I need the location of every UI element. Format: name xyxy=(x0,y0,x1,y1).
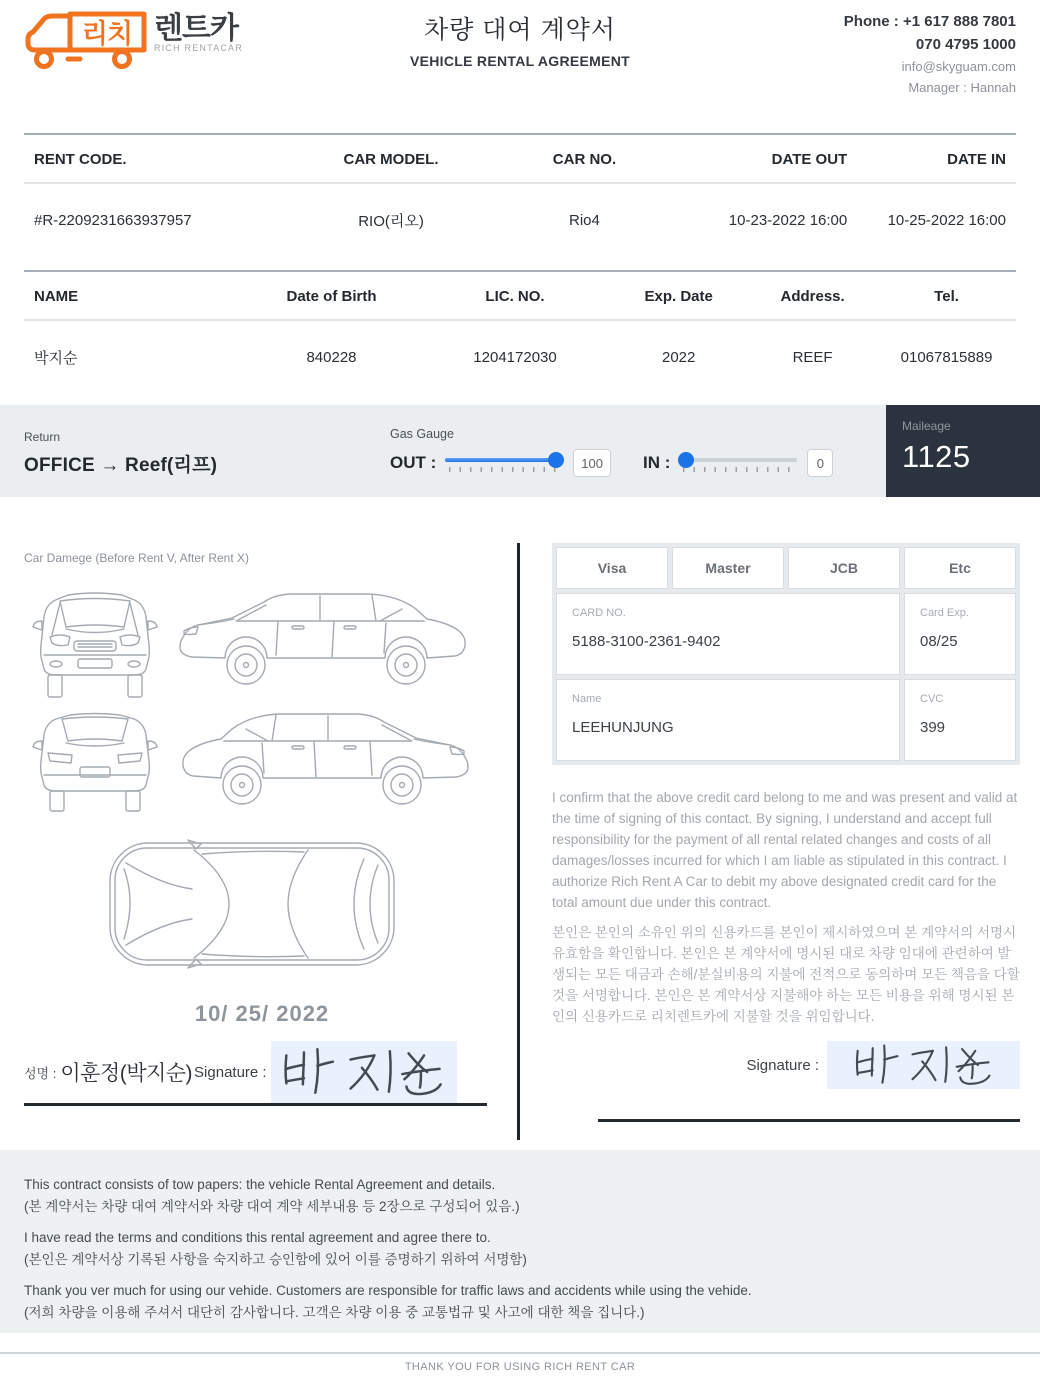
contact-info xyxy=(844,10,1016,98)
address-value: REEF xyxy=(792,349,833,366)
manager: Manager : Hannah xyxy=(908,80,1016,95)
signature-underline xyxy=(24,1103,487,1106)
footer-line: (본 계약서는 차량 대여 계약서와 차량 대여 계약 세부내용 등 2장으로 구성되어 있음.) xyxy=(24,1199,520,1214)
card-cvc-field[interactable] xyxy=(904,679,1016,761)
footer-line: (저희 차량을 이용해 주셔서 대단히 감사합니다. 고객은 차량 이용 중 교통법규 및 사고에 대한 책을 집니다.) xyxy=(24,1305,645,1320)
slider-track xyxy=(679,458,797,462)
signature-date: 10/ 25/ 2022 xyxy=(194,1001,330,1026)
mileage-value: 1125 xyxy=(902,439,971,474)
terms-footer xyxy=(0,1150,1040,1333)
email: info@skyguam.com xyxy=(901,59,1016,74)
tel-value: 01067815889 xyxy=(900,349,993,366)
signature-underline xyxy=(598,1119,1020,1122)
col-name: NAME xyxy=(24,271,242,320)
col-car-no: CAR NO. xyxy=(500,134,669,183)
card-exp-label: Card Exp. xyxy=(920,607,969,619)
card-name-field[interactable] xyxy=(556,679,900,761)
col-rent-code: RENT CODE. xyxy=(24,134,282,183)
card-number-value: 5188-3100-2361-9402 xyxy=(572,633,721,650)
card-exp-value: 08/25 xyxy=(920,633,958,650)
date-out-value: 10-23-2022 16:00 xyxy=(728,212,848,229)
car-damage-diagrams[interactable] xyxy=(24,565,500,993)
gauge-in-label: IN : xyxy=(642,453,671,472)
title-english: VEHICLE RENTAL AGREEMENT xyxy=(409,53,631,69)
exp-date-value: 2022 xyxy=(662,349,696,366)
col-dob: Date of Birth xyxy=(242,271,421,320)
card-name-value: LEEHUNJUNG xyxy=(572,719,674,736)
thank-you-note: THANK YOU FOR USING RICH RENT CAR xyxy=(404,1361,636,1373)
title-korean: 차량 대여 계약서 xyxy=(424,16,616,44)
gauge-out-label: OUT : xyxy=(390,453,437,472)
slider-track xyxy=(445,458,563,462)
truck-logo-icon xyxy=(24,10,156,72)
card-exp-field[interactable] xyxy=(904,593,1016,675)
footer-line: (본인은 계약서상 기록된 사항을 숙지하고 승인함에 있어 이를 증명하기 위하여 서명함) xyxy=(24,1252,527,1267)
name-label: 성명 : xyxy=(24,1065,57,1081)
date-in-value: 10-25-2022 16:00 xyxy=(887,212,1006,229)
signature-caption: Signature : xyxy=(746,1056,819,1074)
col-date-out: DATE OUT xyxy=(669,134,857,183)
phone-secondary: 070 4795 1000 xyxy=(915,36,1016,53)
card-type-etc[interactable]: Etc xyxy=(904,547,1016,589)
car-damage-label: Car Damege (Before Rent V, After Rent X) xyxy=(24,551,249,565)
signature-handwriting xyxy=(276,1045,452,1099)
logo-text-col xyxy=(154,10,243,53)
col-exp-date: Exp. Date xyxy=(609,271,748,320)
car-side-view-right-icon xyxy=(174,701,474,819)
signature-pad[interactable] xyxy=(271,1041,457,1103)
footer-line: Thank you ver much for using our vehide. Customers are responsible for traffic laws and accidents while using the vehide. xyxy=(24,1283,752,1298)
table-header-row xyxy=(24,271,1016,320)
rent-code-value: #R-2209231663937957 xyxy=(34,212,192,229)
mileage-box xyxy=(886,405,1040,497)
dob-value: 840228 xyxy=(306,349,357,366)
card-type-master[interactable]: Master xyxy=(672,547,784,589)
return-label: Return xyxy=(24,430,61,444)
logo-subtitle: RICH RENTACAR xyxy=(154,43,243,53)
table-row xyxy=(24,183,1016,261)
col-address: Address. xyxy=(748,271,877,320)
col-lic-no: LIC. NO. xyxy=(421,271,609,320)
logo-text-accent: 리치 xyxy=(81,18,133,49)
table-row xyxy=(24,320,1016,398)
customer-name: 이훈정(박지순) xyxy=(60,1062,193,1085)
signature-pad[interactable] xyxy=(827,1041,1020,1089)
agreement-text-korean: 본인은 본인의 소유인 위의 신용카드를 본인이 제시하였으며 본 계약서의 서명시 유효함을 확인합니다. 본인은 본 계약서에 명시된 대로 차량 임대에 관련하여 발생되는 모든 대금과 손해/분실비용의 지불에 전적으로 동의하며 모든 책음을 다할 것을 서명합니다. 본인은 본 계약서상 지불해야 하는 모든 비용을 위해 명시된 본인의 신용카드로 리치렌트카에 지불할 것을 위임합니다. xyxy=(552,925,1020,1024)
car-side-view-left-icon xyxy=(174,581,474,699)
customer-signature-row xyxy=(24,1041,500,1103)
col-car-model: CAR MODEL. xyxy=(282,134,500,183)
payment-column xyxy=(552,543,1020,1122)
slider-ticks xyxy=(449,467,559,472)
car-model-value: RIO(리오) xyxy=(358,213,424,230)
signature-handwriting xyxy=(840,1042,1008,1088)
col-date-in: DATE IN xyxy=(857,134,1016,183)
agreement-text-english: I confirm that the above credit card belong to me and was present and valid at the time of signing of this contact. By signing, I understand and accept full responsibility for the payment of all rental related changes and costs of all damages/losses incurred for which I am liable as stipulated in this contract. I authorize Rich Rent A Car to debit my above designated credit card for the total amount due under this contract. xyxy=(552,790,1018,910)
slider-thumb[interactable] xyxy=(548,452,564,468)
card-cvc-label: CVC xyxy=(920,693,944,705)
driver-info-table xyxy=(24,270,1016,398)
return-value: OFFICE → Reef(리프) xyxy=(24,455,218,476)
footer-line: I have read the terms and conditions this rental agreement and agree there to. xyxy=(24,1230,491,1245)
bottom-divider xyxy=(0,1352,1040,1354)
signature-caption: Signature : xyxy=(194,1063,267,1081)
gauge-out-value[interactable]: 100 xyxy=(573,449,611,477)
footer-line: This contract consists of tow papers: the vehicle Rental Agreement and details. xyxy=(24,1177,496,1192)
slider-thumb[interactable] xyxy=(678,452,694,468)
name-value: 박지순 xyxy=(34,350,78,367)
gas-gauge-label: Gas Gauge xyxy=(390,427,454,441)
gauge-out-slider[interactable] xyxy=(445,454,563,472)
table-header-row xyxy=(24,134,1016,183)
car-rear-view-icon xyxy=(30,705,160,815)
logo-text-rest: 렌트카 xyxy=(154,12,238,45)
gauge-in-slider[interactable] xyxy=(679,454,797,472)
car-no-value: Rio4 xyxy=(569,212,600,229)
phone-primary: Phone : +1 617 888 7801 xyxy=(843,13,1016,30)
brand-logo xyxy=(24,10,243,72)
return-section xyxy=(24,430,217,477)
column-divider xyxy=(517,543,520,1140)
slider-ticks xyxy=(683,467,793,472)
card-number-label: CARD NO. xyxy=(572,607,626,619)
holder-signature-row xyxy=(552,1041,1020,1089)
gauge-in-value[interactable]: 0 xyxy=(807,449,833,477)
car-damage-column xyxy=(24,543,500,1106)
status-band xyxy=(0,405,1040,497)
rent-info-table xyxy=(24,133,1016,261)
car-front-view-icon xyxy=(30,583,160,703)
gas-gauge-section xyxy=(390,427,833,477)
document-title xyxy=(310,10,730,69)
col-tel: Tel. xyxy=(877,271,1016,320)
card-type-jcb[interactable]: JCB xyxy=(788,547,900,589)
card-number-field[interactable] xyxy=(556,593,900,675)
card-name-label: Name xyxy=(572,693,602,705)
card-cvc-value: 399 xyxy=(920,719,946,736)
credit-card-form xyxy=(552,543,1020,765)
mileage-label: Maileage xyxy=(902,419,951,433)
header xyxy=(24,10,1016,110)
card-type-visa[interactable]: Visa xyxy=(556,547,668,589)
lic-no-value: 1204172030 xyxy=(473,349,557,366)
car-top-view-icon xyxy=(102,837,402,972)
